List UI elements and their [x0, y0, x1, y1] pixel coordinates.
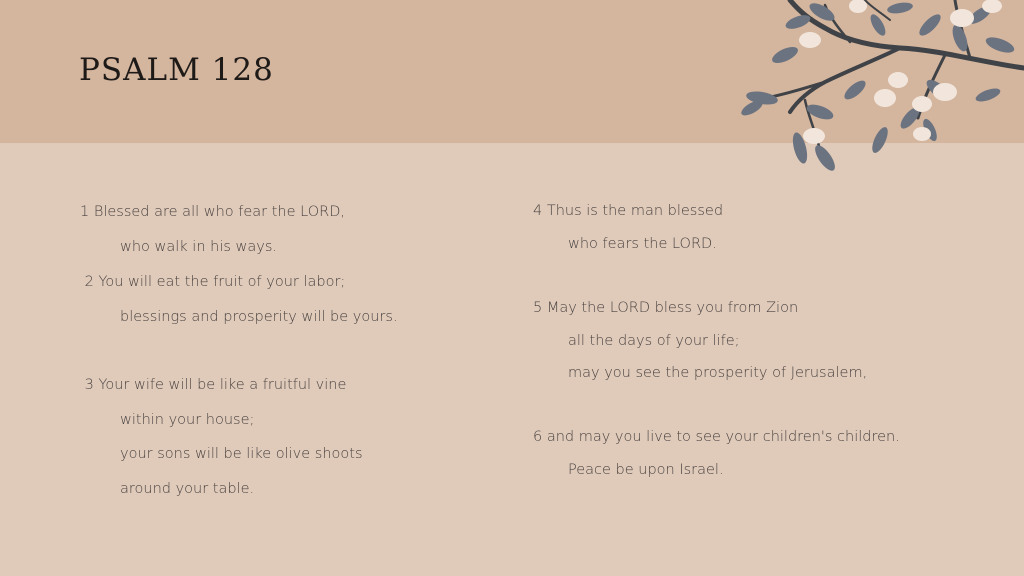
verse-line: 1 Blessed are all who fear the LORD,	[80, 204, 345, 220]
verse-line: who walk in his ways.	[120, 239, 278, 255]
verse-line: your sons will be like olive shoots	[120, 446, 363, 462]
verse-line: 3 Your wife will be like a fruitful vine	[80, 377, 347, 393]
verse-line: who fears the LORD.	[568, 236, 717, 252]
verse-line: 4 Thus is the man blessed	[533, 203, 724, 219]
verse-line: around your table.	[120, 481, 255, 497]
verse-line: 2 You will eat the fruit of your labor;	[80, 274, 346, 290]
verse-line: Peace be upon Israel.	[568, 462, 724, 478]
olive-branch-icon	[730, 0, 1024, 180]
verse-line: 5 May the LORD bless you from Zion	[533, 300, 799, 316]
verse-line: may you see the prosperity of Jerusalem,	[568, 365, 868, 381]
verse-line: 6 and may you live to see your children's children.	[533, 429, 900, 445]
slide-title: PSALM 128	[79, 52, 274, 88]
verse-line: blessings and prosperity will be yours.	[120, 309, 398, 325]
verse-line: all the days of your life;	[568, 333, 740, 349]
verse-line: within your house;	[120, 412, 255, 428]
